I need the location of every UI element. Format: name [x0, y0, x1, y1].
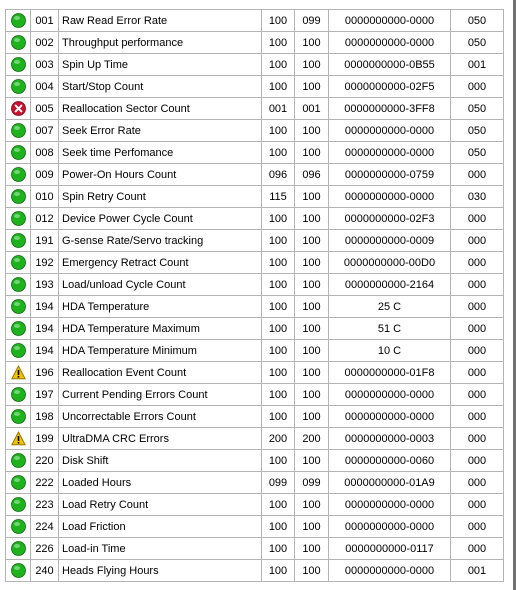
status-cell — [6, 10, 31, 32]
threshold-value: 000 — [451, 340, 504, 362]
raw-value: 0000000000-0060 — [329, 450, 451, 472]
worst-value: 200 — [295, 428, 329, 450]
worst-value: 100 — [295, 230, 329, 252]
status-cell — [6, 120, 31, 142]
worst-value: 100 — [295, 318, 329, 340]
threshold-value: 050 — [451, 98, 504, 120]
attribute-name: Loaded Hours — [59, 472, 262, 494]
green-circle-icon — [11, 541, 26, 556]
attribute-name: Reallocation Event Count — [59, 362, 262, 384]
red-x-circle-icon — [11, 101, 26, 116]
attribute-id: 197 — [31, 384, 59, 406]
table-row[interactable] — [6, 208, 504, 230]
worst-value: 100 — [295, 208, 329, 230]
status-cell — [6, 318, 31, 340]
warning-triangle-icon — [11, 431, 26, 446]
attribute-id: 191 — [31, 230, 59, 252]
attribute-id: 224 — [31, 516, 59, 538]
status-cell — [6, 98, 31, 120]
threshold-value: 000 — [451, 296, 504, 318]
table-row[interactable] — [6, 296, 504, 318]
current-value: 100 — [262, 76, 295, 98]
attribute-id: 222 — [31, 472, 59, 494]
attribute-id: 226 — [31, 538, 59, 560]
green-circle-icon — [11, 13, 26, 28]
threshold-value: 000 — [451, 494, 504, 516]
green-circle-icon — [11, 35, 26, 50]
raw-value: 0000000000-0000 — [329, 494, 451, 516]
threshold-value: 001 — [451, 560, 504, 582]
worst-value: 100 — [295, 450, 329, 472]
raw-value: 51 C — [329, 318, 451, 340]
threshold-value: 030 — [451, 186, 504, 208]
worst-value: 100 — [295, 406, 329, 428]
worst-value: 100 — [295, 384, 329, 406]
attribute-id: 004 — [31, 76, 59, 98]
raw-value: 0000000000-0000 — [329, 32, 451, 54]
table-row[interactable] — [6, 428, 504, 450]
raw-value: 25 C — [329, 296, 451, 318]
attribute-name: HDA Temperature Maximum — [59, 318, 262, 340]
attribute-name: Load Friction — [59, 516, 262, 538]
attribute-name: Spin Retry Count — [59, 186, 262, 208]
status-cell — [6, 274, 31, 296]
green-circle-icon — [11, 321, 26, 336]
current-value: 100 — [262, 340, 295, 362]
table-row[interactable] — [6, 560, 504, 582]
worst-value: 100 — [295, 494, 329, 516]
status-cell — [6, 428, 31, 450]
green-circle-icon — [11, 343, 26, 358]
threshold-value: 050 — [451, 32, 504, 54]
green-circle-icon — [11, 145, 26, 160]
status-cell — [6, 384, 31, 406]
worst-value: 100 — [295, 252, 329, 274]
table-row[interactable] — [6, 538, 504, 560]
attribute-name: Emergency Retract Count — [59, 252, 262, 274]
smart-attributes-table — [5, 9, 504, 582]
current-value: 100 — [262, 296, 295, 318]
threshold-value: 000 — [451, 472, 504, 494]
current-value: 100 — [262, 560, 295, 582]
attribute-name: UltraDMA CRC Errors — [59, 428, 262, 450]
table-row[interactable] — [6, 274, 504, 296]
raw-value: 0000000000-2164 — [329, 274, 451, 296]
attribute-id: 005 — [31, 98, 59, 120]
worst-value: 100 — [295, 32, 329, 54]
attribute-name: Load/unload Cycle Count — [59, 274, 262, 296]
status-cell — [6, 450, 31, 472]
green-circle-icon — [11, 189, 26, 204]
attribute-id: 007 — [31, 120, 59, 142]
green-circle-icon — [11, 453, 26, 468]
current-value: 100 — [262, 230, 295, 252]
threshold-value: 000 — [451, 274, 504, 296]
threshold-value: 000 — [451, 208, 504, 230]
raw-value: 0000000000-0B55 — [329, 54, 451, 76]
attribute-name: Device Power Cycle Count — [59, 208, 262, 230]
status-cell — [6, 494, 31, 516]
green-circle-icon — [11, 167, 26, 182]
current-value: 100 — [262, 538, 295, 560]
table-row[interactable] — [6, 252, 504, 274]
green-circle-icon — [11, 211, 26, 226]
status-cell — [6, 516, 31, 538]
attribute-id: 009 — [31, 164, 59, 186]
attribute-name: Seek Error Rate — [59, 120, 262, 142]
threshold-value: 000 — [451, 428, 504, 450]
attribute-name: Current Pending Errors Count — [59, 384, 262, 406]
attribute-name: G-sense Rate/Servo tracking — [59, 230, 262, 252]
worst-value: 100 — [295, 560, 329, 582]
attribute-id: 194 — [31, 318, 59, 340]
status-cell — [6, 76, 31, 98]
table-row[interactable] — [6, 98, 504, 120]
attribute-name: Load-in Time — [59, 538, 262, 560]
attribute-name: Throughput performance — [59, 32, 262, 54]
status-cell — [6, 340, 31, 362]
current-value: 200 — [262, 428, 295, 450]
table-row[interactable] — [6, 362, 504, 384]
threshold-value: 000 — [451, 230, 504, 252]
raw-value: 0000000000-0000 — [329, 406, 451, 428]
threshold-value: 000 — [451, 252, 504, 274]
raw-value: 0000000000-0000 — [329, 10, 451, 32]
table-row[interactable] — [6, 384, 504, 406]
green-circle-icon — [11, 299, 26, 314]
green-circle-icon — [11, 519, 26, 534]
raw-value: 0000000000-0000 — [329, 516, 451, 538]
threshold-value: 000 — [451, 76, 504, 98]
attribute-name: Start/Stop Count — [59, 76, 262, 98]
worst-value: 100 — [295, 142, 329, 164]
status-cell — [6, 208, 31, 230]
attribute-id: 001 — [31, 10, 59, 32]
attribute-id: 199 — [31, 428, 59, 450]
table-row[interactable] — [6, 164, 504, 186]
attribute-id: 223 — [31, 494, 59, 516]
current-value: 100 — [262, 208, 295, 230]
current-value: 100 — [262, 10, 295, 32]
status-cell — [6, 538, 31, 560]
worst-value: 099 — [295, 10, 329, 32]
table-row[interactable] — [6, 230, 504, 252]
green-circle-icon — [11, 475, 26, 490]
current-value: 100 — [262, 406, 295, 428]
threshold-value: 050 — [451, 10, 504, 32]
raw-value: 0000000000-0000 — [329, 120, 451, 142]
raw-value: 0000000000-0759 — [329, 164, 451, 186]
worst-value: 100 — [295, 516, 329, 538]
raw-value: 0000000000-0000 — [329, 384, 451, 406]
current-value: 100 — [262, 318, 295, 340]
threshold-value: 000 — [451, 516, 504, 538]
status-cell — [6, 472, 31, 494]
table-row[interactable] — [6, 54, 504, 76]
worst-value: 100 — [295, 186, 329, 208]
attribute-id: 196 — [31, 362, 59, 384]
current-value: 100 — [262, 252, 295, 274]
table-row[interactable] — [6, 120, 504, 142]
current-value: 100 — [262, 32, 295, 54]
attribute-name: HDA Temperature — [59, 296, 262, 318]
worst-value: 096 — [295, 164, 329, 186]
green-circle-icon — [11, 563, 26, 578]
raw-value: 0000000000-0117 — [329, 538, 451, 560]
threshold-value: 000 — [451, 318, 504, 340]
table-row[interactable] — [6, 186, 504, 208]
green-circle-icon — [11, 233, 26, 248]
raw-value: 0000000000-0000 — [329, 186, 451, 208]
attribute-id: 240 — [31, 560, 59, 582]
threshold-value: 001 — [451, 54, 504, 76]
threshold-value: 000 — [451, 538, 504, 560]
attribute-id: 192 — [31, 252, 59, 274]
attribute-name: Load Retry Count — [59, 494, 262, 516]
raw-value: 0000000000-0000 — [329, 142, 451, 164]
table-row[interactable] — [6, 32, 504, 54]
raw-value: 0000000000-01A9 — [329, 472, 451, 494]
attribute-name: Uncorrectable Errors Count — [59, 406, 262, 428]
attribute-name: Seek time Perfomance — [59, 142, 262, 164]
raw-value: 0000000000-0003 — [329, 428, 451, 450]
current-value: 100 — [262, 384, 295, 406]
threshold-value: 050 — [451, 120, 504, 142]
current-value: 100 — [262, 274, 295, 296]
worst-value: 100 — [295, 274, 329, 296]
current-value: 100 — [262, 516, 295, 538]
status-cell — [6, 186, 31, 208]
green-circle-icon — [11, 123, 26, 138]
current-value: 100 — [262, 54, 295, 76]
threshold-value: 000 — [451, 450, 504, 472]
worst-value: 100 — [295, 120, 329, 142]
attribute-id: 012 — [31, 208, 59, 230]
status-cell — [6, 142, 31, 164]
status-cell — [6, 406, 31, 428]
status-cell — [6, 296, 31, 318]
current-value: 100 — [262, 142, 295, 164]
current-value: 100 — [262, 450, 295, 472]
attribute-id: 198 — [31, 406, 59, 428]
table-row[interactable] — [6, 516, 504, 538]
raw-value: 0000000000-3FF8 — [329, 98, 451, 120]
status-cell — [6, 362, 31, 384]
green-circle-icon — [11, 255, 26, 270]
attribute-id: 194 — [31, 296, 59, 318]
worst-value: 100 — [295, 76, 329, 98]
status-cell — [6, 230, 31, 252]
status-cell — [6, 252, 31, 274]
current-value: 001 — [262, 98, 295, 120]
smart-attributes-body — [6, 10, 504, 582]
raw-value: 10 C — [329, 340, 451, 362]
attribute-id: 008 — [31, 142, 59, 164]
worst-value: 100 — [295, 538, 329, 560]
worst-value: 100 — [295, 340, 329, 362]
warning-triangle-icon — [11, 365, 26, 380]
current-value: 115 — [262, 186, 295, 208]
table-row[interactable] — [6, 450, 504, 472]
raw-value: 0000000000-02F3 — [329, 208, 451, 230]
table-row[interactable] — [6, 10, 504, 32]
green-circle-icon — [11, 79, 26, 94]
current-value: 100 — [262, 120, 295, 142]
attribute-name: Heads Flying Hours — [59, 560, 262, 582]
current-value: 099 — [262, 472, 295, 494]
attribute-name: Spin Up Time — [59, 54, 262, 76]
table-row[interactable] — [6, 76, 504, 98]
raw-value: 0000000000-0000 — [329, 560, 451, 582]
attribute-id: 194 — [31, 340, 59, 362]
green-circle-icon — [11, 409, 26, 424]
raw-value: 0000000000-00D0 — [329, 252, 451, 274]
threshold-value: 000 — [451, 384, 504, 406]
attribute-name: Disk Shift — [59, 450, 262, 472]
current-value: 100 — [262, 494, 295, 516]
green-circle-icon — [11, 387, 26, 402]
worst-value: 100 — [295, 296, 329, 318]
attribute-name: HDA Temperature Minimum — [59, 340, 262, 362]
threshold-value: 050 — [451, 142, 504, 164]
attribute-id: 220 — [31, 450, 59, 472]
attribute-id: 193 — [31, 274, 59, 296]
attribute-id: 003 — [31, 54, 59, 76]
table-row[interactable] — [6, 340, 504, 362]
worst-value: 099 — [295, 472, 329, 494]
table-row[interactable] — [6, 494, 504, 516]
attribute-name: Raw Read Error Rate — [59, 10, 262, 32]
table-row[interactable] — [6, 142, 504, 164]
current-value: 100 — [262, 362, 295, 384]
raw-value: 0000000000-02F5 — [329, 76, 451, 98]
status-cell — [6, 164, 31, 186]
threshold-value: 000 — [451, 164, 504, 186]
status-cell — [6, 560, 31, 582]
attribute-id: 010 — [31, 186, 59, 208]
attribute-name: Reallocation Sector Count — [59, 98, 262, 120]
green-circle-icon — [11, 57, 26, 72]
green-circle-icon — [11, 277, 26, 292]
status-cell — [6, 32, 31, 54]
green-circle-icon — [11, 497, 26, 512]
threshold-value: 000 — [451, 406, 504, 428]
worst-value: 001 — [295, 98, 329, 120]
attribute-name: Power-On Hours Count — [59, 164, 262, 186]
table-row[interactable] — [6, 472, 504, 494]
raw-value: 0000000000-01F8 — [329, 362, 451, 384]
threshold-value: 000 — [451, 362, 504, 384]
raw-value: 0000000000-0009 — [329, 230, 451, 252]
attribute-id: 002 — [31, 32, 59, 54]
status-cell — [6, 54, 31, 76]
table-row[interactable] — [6, 406, 504, 428]
worst-value: 100 — [295, 362, 329, 384]
table-row[interactable] — [6, 318, 504, 340]
worst-value: 100 — [295, 54, 329, 76]
current-value: 096 — [262, 164, 295, 186]
